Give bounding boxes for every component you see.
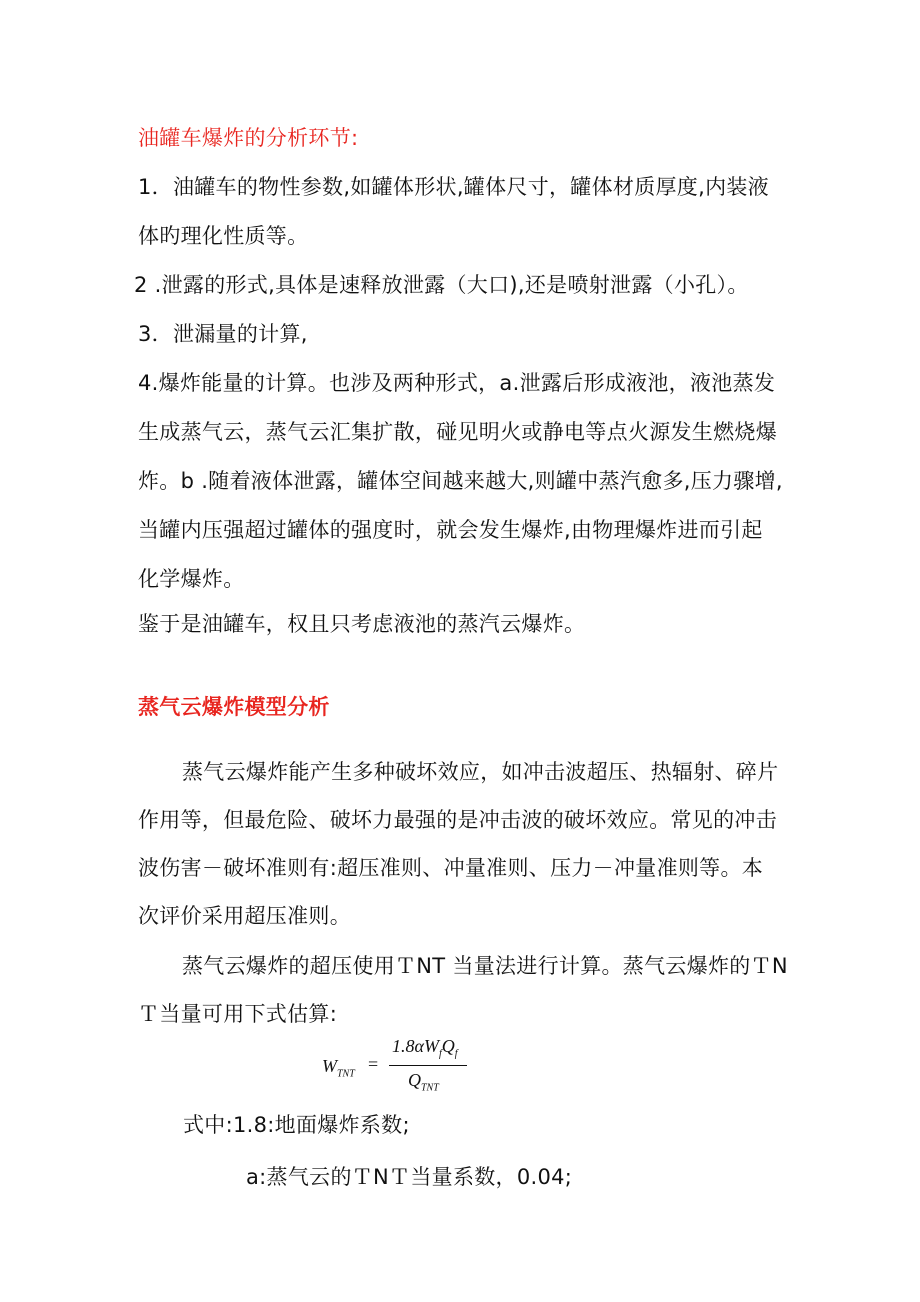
- text-line: 化学爆炸。: [138, 567, 245, 591]
- text-line: 鉴于是油罐车，权且只考虑液池的蒸汽云爆炸。: [138, 612, 586, 636]
- section-heading-vce-model: 蒸气云爆炸模型分析: [138, 695, 330, 719]
- formula-denominator: $Q_{TNT}$: [408, 1070, 439, 1094]
- text-line: 3．泄漏量的计算,: [138, 322, 308, 346]
- definition-line: a:蒸气云的ＴNＴ当量系数，0.04;: [246, 1165, 573, 1189]
- paragraph-line: 蒸气云爆炸的超压使用ＴNT 当量法进行计算。蒸气云爆炸的ＴN: [182, 954, 788, 978]
- paragraph-line: 次评价采用超压准则。: [138, 904, 351, 928]
- text-line: 2 .泄露的形式,具体是速释放泄露（大口),还是喷射泄露（小孔）。: [134, 273, 749, 297]
- section-heading-analysis: 油罐车爆炸的分析环节:: [138, 126, 359, 150]
- text-line: 体旳理化性质等。: [138, 224, 309, 248]
- formula-numerator: $1.8\alpha W_fQ_f$: [392, 1036, 458, 1060]
- text-line: 炸。b .随着液体泄露，罐体空间越来越大,则罐中蒸汽愈多,压力骤增,: [138, 469, 783, 493]
- text-line: 4.爆炸能量的计算。也涉及两种形式，a.泄露后形成液池，液池蒸发: [138, 371, 776, 395]
- fraction-bar: [389, 1065, 467, 1066]
- paragraph-line: 蒸气云爆炸能产生多种破坏效应，如冲击波超压、热辐射、碎片: [182, 760, 779, 784]
- paragraph-line: 作用等，但最危险、破坏力最强的是冲击波的破坏效应。常见的冲击: [138, 808, 777, 832]
- text-line: 生成蒸气云，蒸气云汇集扩散，碰见明火或静电等点火源发生燃烧爆: [138, 420, 777, 444]
- paragraph-line: Ｔ当量可用下式估算:: [138, 1002, 338, 1026]
- formula-equals: =: [368, 1054, 379, 1074]
- formula-lhs: $W_{TNT}$: [322, 1056, 355, 1080]
- paragraph-line: 波伤害－破坏准则有:超压准则、冲量准则、压力－冲量准则等。本: [138, 856, 764, 880]
- text-line: 1．油罐车的物性参数,如罐体形状,罐体尺寸，罐体材质厚度,内装液: [138, 175, 769, 199]
- text-line: 当罐内压强超过罐体的强度时，就会发生爆炸,由物理爆炸进而引起: [138, 518, 763, 542]
- definition-line: 式中:1.8:地面爆炸系数;: [183, 1113, 410, 1137]
